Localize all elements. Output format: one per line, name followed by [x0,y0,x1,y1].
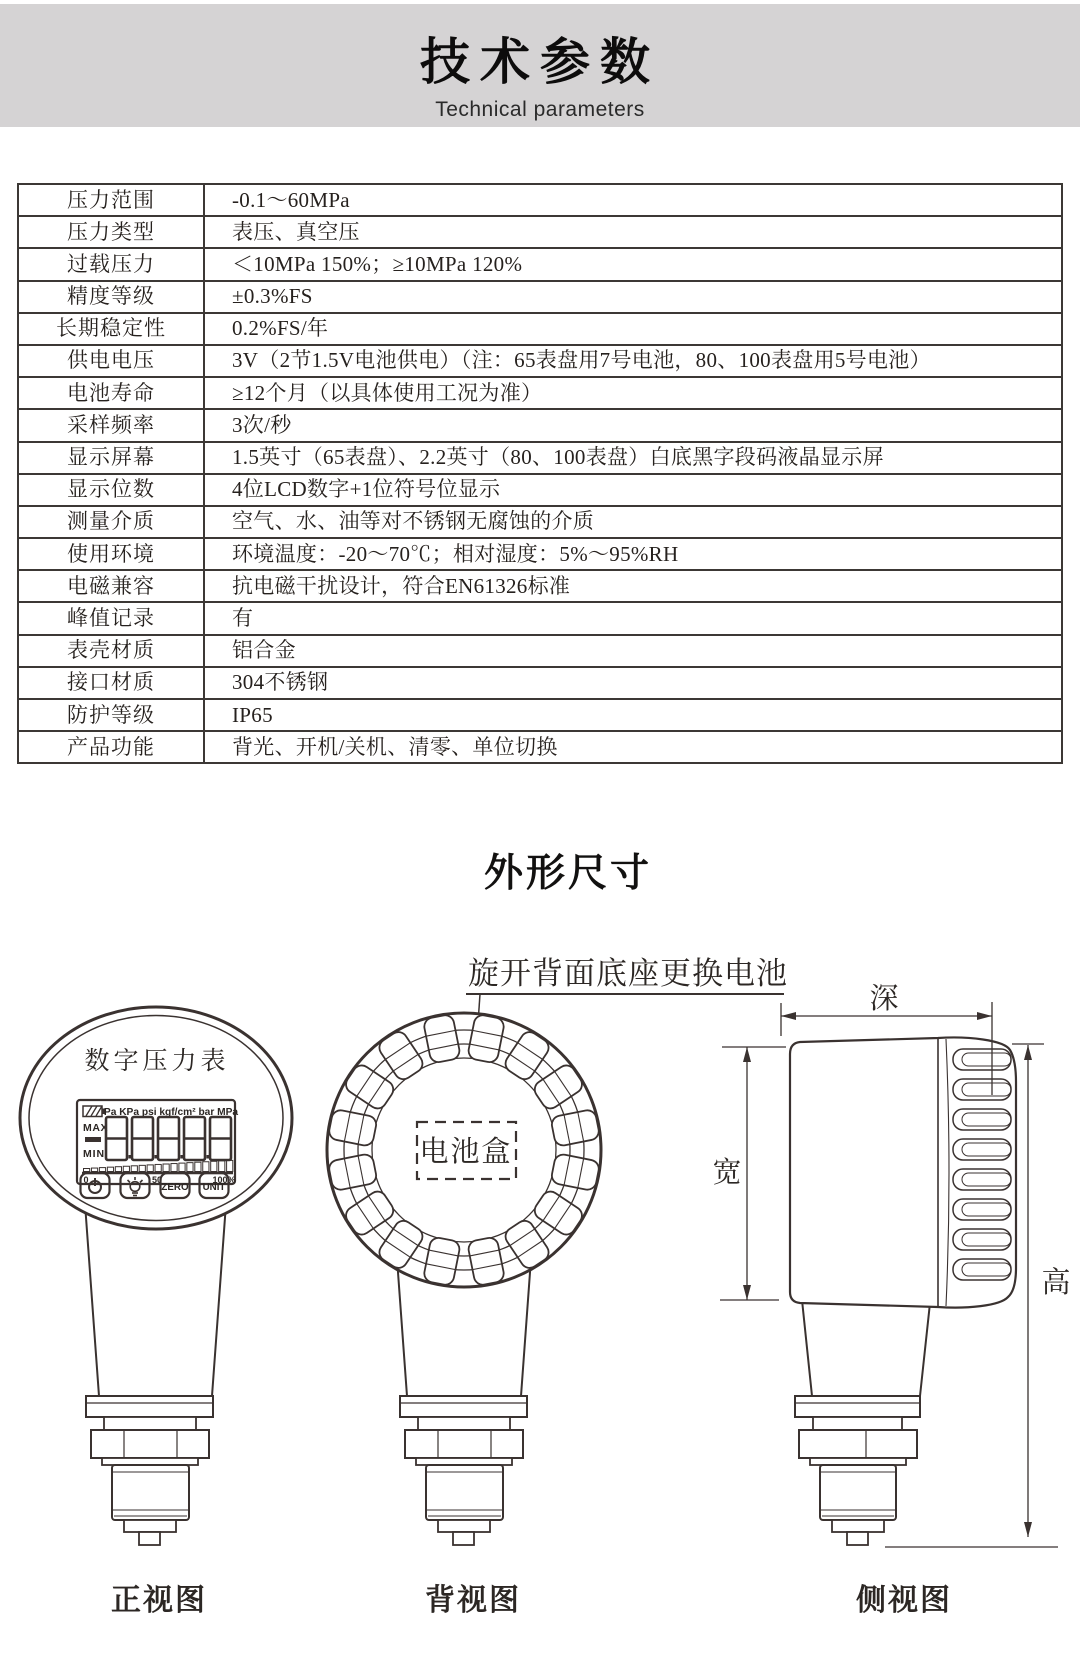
spec-value: 1.5英寸（65表盘）、2.2英寸（80、100表盘）白底黑字段码液晶显示屏 [204,442,1062,474]
spec-label: 测量介质 [18,506,204,538]
spec-value: 铝合金 [204,635,1062,667]
spec-value: -0.1～60MPa [204,184,1062,216]
spec-label: 压力范围 [18,184,204,216]
battery-box-label: 电池盒 [419,1136,513,1168]
table-row [18,248,1062,280]
spec-value: 有 [204,602,1062,634]
side-view-caption: 侧视图 [856,1584,952,1617]
table-row [18,216,1062,248]
zero-button-label: ZERO [161,1182,189,1193]
table-row [18,281,1062,313]
lcd-max-label: MAX [83,1122,109,1134]
width-label: 宽 [712,1157,742,1189]
spec-value: 4位LCD数字+1位符号位显示 [204,474,1062,506]
lcd-min-label: MIN [83,1148,105,1160]
side-view-drawing [712,983,1070,1617]
spec-value: 表压、真空压 [204,216,1062,248]
depth-label: 深 [869,983,899,1015]
front-view-drawing [20,1007,292,1617]
dim-arrow-icon [1024,1522,1032,1537]
spec-label: 电池寿命 [18,377,204,409]
spec-label: 产品功能 [18,731,204,763]
spec-value: 抗电磁干扰设计，符合EN61326标准 [204,570,1062,602]
table-row [18,699,1062,731]
spec-label: 电磁兼容 [18,570,204,602]
spec-label: 压力类型 [18,216,204,248]
device-title: 数字压力表 [84,1047,230,1075]
front-view-caption: 正视图 [111,1584,207,1617]
spec-value: 304不锈钢 [204,667,1062,699]
table-row [18,538,1062,570]
page-title: 技术参数 [420,34,660,90]
spec-value: ≥12个月（以具体使用工况为准） [204,377,1062,409]
spec-label: 过载压力 [18,248,204,280]
scale-100: 100% [212,1175,236,1185]
spec-label: 采样频率 [18,409,204,441]
annotation-text: 旋开背面底座更换电池 [468,956,788,991]
header-band [0,4,1080,127]
lcd-units: Pa KPa psi kgf/cm² bar MPa [103,1107,239,1118]
unit-button-label: UNIT [202,1182,226,1193]
spec-label: 峰值记录 [18,602,204,634]
spec-value: 背光、开机/关机、清零、单位切换 [204,731,1062,763]
width-dimension [712,1047,786,1300]
table-row [18,474,1062,506]
table-row [18,635,1062,667]
table-row [18,409,1062,441]
table-row [18,602,1062,634]
table-row [18,345,1062,377]
dim-arrow-icon [743,1285,751,1300]
section-title: 外形尺寸 [483,852,653,895]
table-row [18,184,1062,216]
table-row [18,506,1062,538]
back-view-drawing [327,1013,601,1617]
spec-value: 3次/秒 [204,409,1062,441]
spec-label: 防护等级 [18,699,204,731]
dim-arrow-icon [977,1012,992,1020]
spec-value: 空气、水、油等对不锈钢无腐蚀的介质 [204,506,1062,538]
scale-0: 0 [83,1175,89,1185]
table-row [18,570,1062,602]
spec-value: 环境温度：-20～70℃；相对湿度：5%～95%RH [204,538,1062,570]
table-row [18,313,1062,345]
table-row [18,442,1062,474]
page-subtitle: Technical parameters [435,98,645,121]
scale-50: 50 [151,1175,163,1185]
spec-value: ＜10MPa 150%；≥10MPa 120% [204,248,1062,280]
spec-value: 3V（2节1.5V电池供电）（注：65表盘用7号电池，80、100表盘用5号电池） [204,345,1062,377]
spec-label: 供电电压 [18,345,204,377]
dim-arrow-icon [1024,1045,1032,1060]
spec-label: 显示屏幕 [18,442,204,474]
spec-table [17,183,1063,764]
dimension-drawings [0,900,1080,1660]
spec-label: 使用环境 [18,538,204,570]
table-row [18,731,1062,763]
spec-value: IP65 [204,699,1062,731]
spec-label: 精度等级 [18,281,204,313]
back-view-caption: 背视图 [425,1584,521,1617]
dim-arrow-icon [781,1012,796,1020]
spec-label: 表壳材质 [18,635,204,667]
spec-label: 接口材质 [18,667,204,699]
dim-arrow-icon [743,1047,751,1062]
spec-label: 长期稳定性 [18,313,204,345]
spec-value: ±0.3%FS [204,281,1062,313]
table-row [18,377,1062,409]
lcd-minus-sign [85,1137,101,1142]
spec-value: 0.2%FS/年 [204,313,1062,345]
table-row [18,667,1062,699]
spec-label: 显示位数 [18,474,204,506]
height-label: 高 [1041,1267,1071,1299]
